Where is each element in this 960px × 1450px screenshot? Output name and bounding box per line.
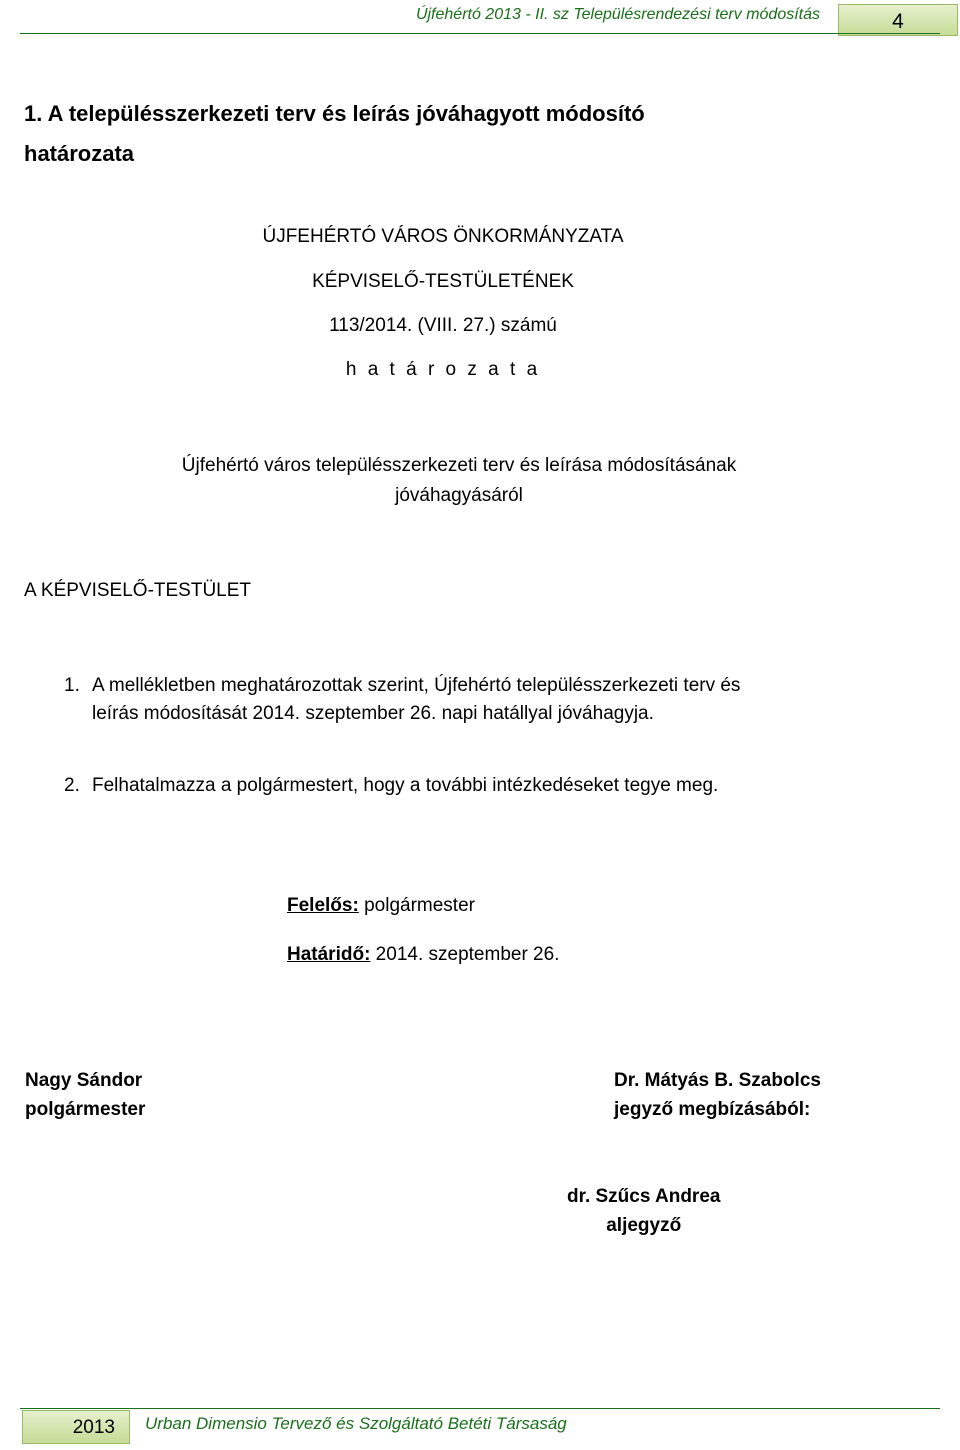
responsible-label: Felelős: — [287, 895, 359, 916]
signature-block — [614, 1066, 821, 1124]
signatory-name: Dr. Mátyás B. Szabolcs — [614, 1070, 821, 1091]
deadline-line — [287, 941, 559, 969]
issuer-line2: KÉPVISELŐ-TESTÜLETÉNEK — [312, 271, 574, 292]
item-line: leírás módosítását 2014. szeptember 26. napi hatállyal jóváhagyja. — [92, 703, 654, 724]
signature-block — [25, 1066, 145, 1124]
header-title: Újfehértó 2013 - II. sz Településrendezési terv módosítás — [415, 6, 820, 23]
list-item — [92, 772, 718, 800]
signatory-role: polgármester — [25, 1099, 146, 1120]
page-number: 4 — [838, 4, 958, 36]
signatory-name: Nagy Sándor — [25, 1070, 143, 1091]
section-title-line2: határozata — [24, 141, 135, 166]
section-title-line1: 1. A településszerkezeti terv és leírás jóváhagyott módosító — [24, 101, 645, 126]
item-line: A mellékletben meghatározottak szerint, Újfehértó településszerkezeti terv és — [92, 675, 741, 696]
resolution-subject — [0, 451, 918, 511]
signatory-name: dr. Szűcs Andrea — [567, 1186, 721, 1207]
item-number: 1. — [64, 675, 80, 696]
responsible-line — [287, 892, 475, 920]
item-line: Felhatalmazza a polgármestert, hogy a további intézkedéseket tegye meg. — [92, 775, 719, 796]
subject-line1: Újfehértó város településszerkezeti terv és leírása módosításának — [181, 455, 737, 476]
issuer-line1: ÚJFEHÉRTÓ VÁROS ÖNKORMÁNYZATA — [262, 226, 624, 247]
section-title — [24, 94, 645, 174]
subject-line2: jóváhagyásáról — [395, 485, 523, 506]
deadline-value: 2014. szeptember 26. — [370, 944, 560, 965]
signatory-role: aljegyző — [606, 1215, 682, 1236]
header-divider — [20, 33, 940, 34]
footer-year: 2013 — [22, 1410, 130, 1444]
signature-block — [567, 1182, 720, 1240]
body-heading: A KÉPVISELŐ-TESTÜLET — [24, 580, 252, 601]
responsible-value: polgármester — [358, 895, 475, 916]
resolution-type: h a t á r o z a t a — [345, 359, 541, 380]
item-number: 2. — [64, 775, 80, 796]
footer-company: Urban Dimensio Tervező és Szolgáltató Betéti Társaság — [145, 1414, 567, 1433]
footer-divider — [20, 1408, 940, 1409]
deadline-label: Határidő: — [287, 944, 371, 965]
resolution-number: 113/2014. (VIII. 27.) számú — [329, 315, 557, 336]
signatory-role: jegyző megbízásából: — [614, 1099, 811, 1120]
list-item — [92, 672, 740, 728]
